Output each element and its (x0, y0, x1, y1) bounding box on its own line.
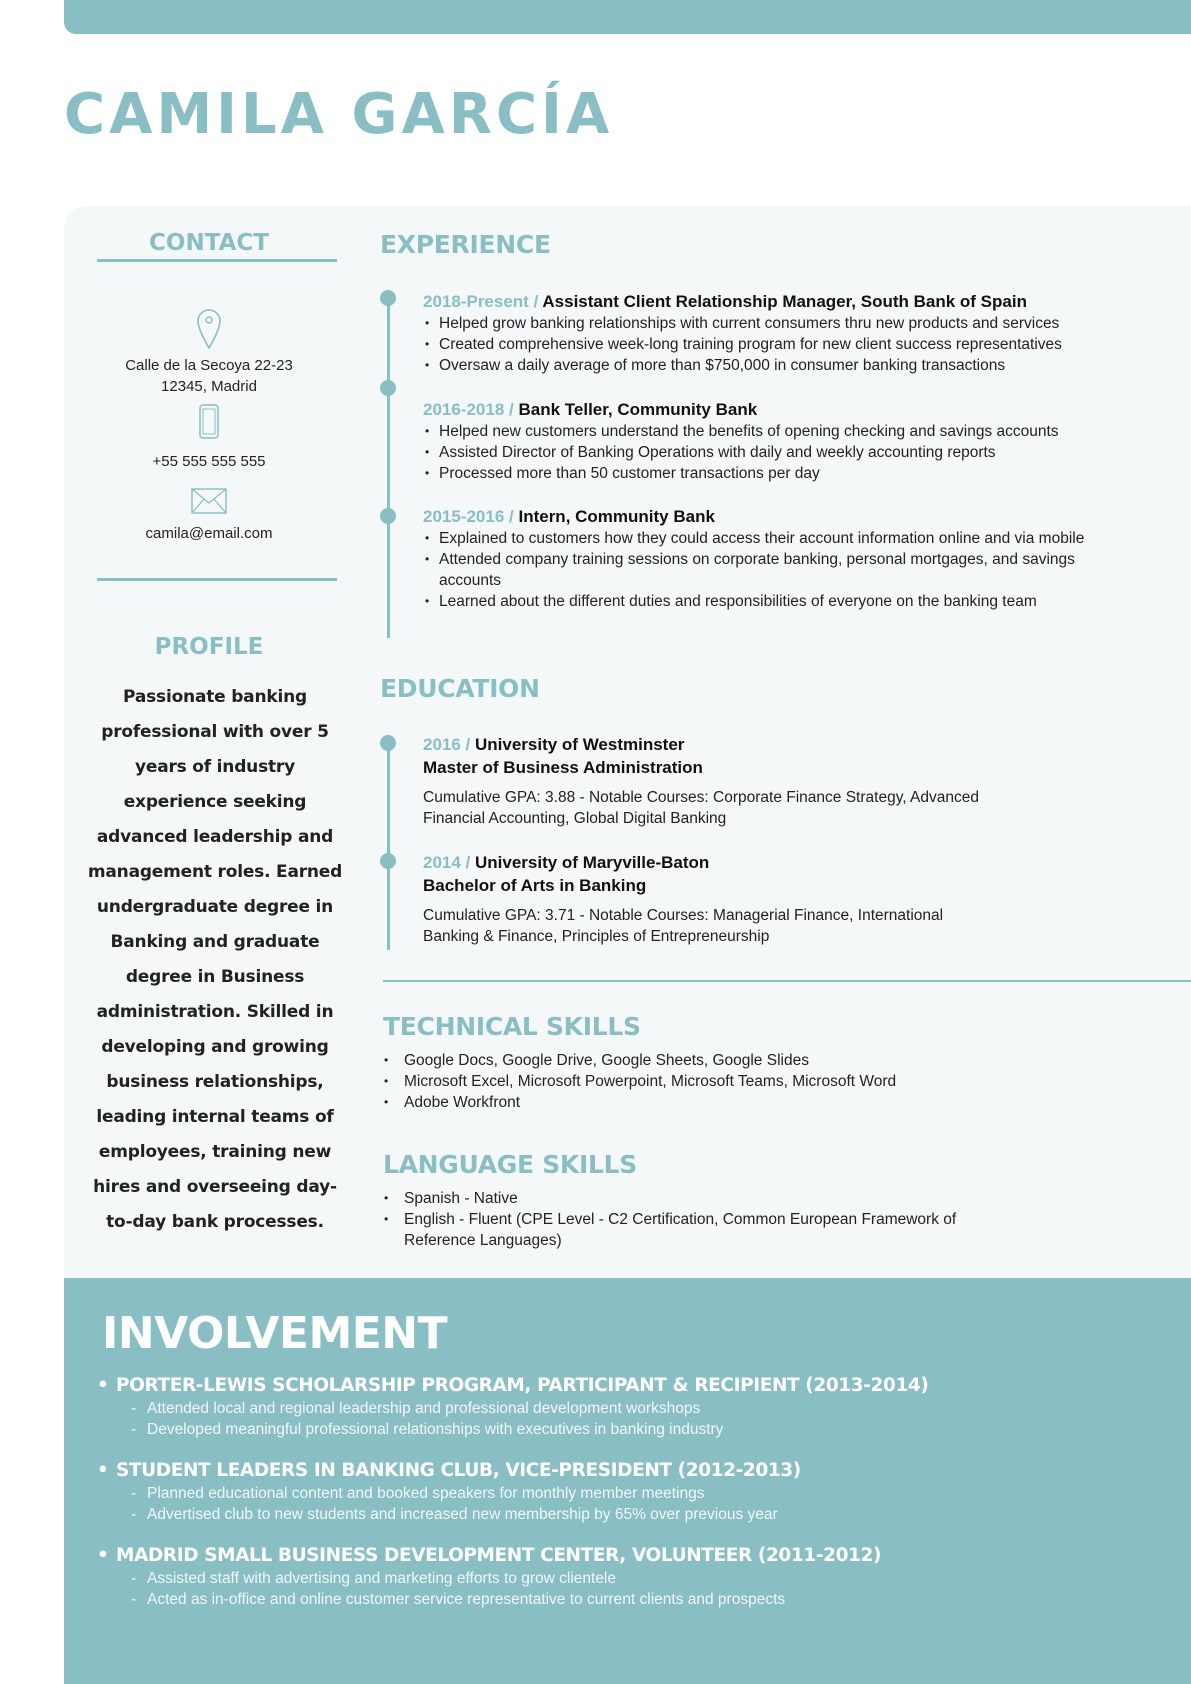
involvement-title: • PORTER-LEWIS SCHOLARSHIP PROGRAM, PARTICIPANT & RECIPIENT (2013-2014) (96, 1374, 1096, 1398)
involvement-bullet: - Assisted staff with advertising and marketing efforts to grow clientele (131, 1568, 1096, 1589)
education-entry (423, 852, 1003, 947)
bullet: • Assisted Director of Banking Operations with daily and weekly accounting reports (423, 442, 1183, 463)
involvement-item (96, 1459, 1096, 1525)
degree: Master of Business Administration (423, 758, 703, 777)
bullet: • Processed more than 50 customer transactions per day (423, 463, 1183, 484)
language-item: • English - Fluent (CPE Level - C2 Certification, Common European Framework of Reference Languages) (383, 1209, 1013, 1251)
contact-top-divider (97, 259, 337, 262)
involvement-title: • STUDENT LEADERS IN BANKING CLUB, VICE-PRESIDENT (2012-2013) (96, 1459, 1096, 1483)
entry-role: Assistant Client Relationship Manager, South Bank of Spain (542, 292, 1027, 311)
phone-icon (64, 404, 354, 445)
involvement-item (96, 1374, 1096, 1440)
entry-date: 2016-2018 / (423, 400, 519, 419)
skill-item: • Google Docs, Google Drive, Google Sheets, Google Slides (383, 1050, 1083, 1071)
address-line-2: 12345, Madrid (161, 378, 257, 395)
language-skills-heading: LANGUAGE SKILLS (383, 1150, 637, 1179)
entry-date: 2015-2016 / (423, 507, 519, 526)
bullet: • Helped new customers understand the benefits of opening checking and savings accounts (423, 421, 1183, 442)
involvement-item (96, 1544, 1096, 1610)
address-line-1: Calle de la Secoya 22-23 (125, 357, 293, 374)
involvement-bullet: - Planned educational content and booked speakers for monthly member meetings (131, 1483, 1096, 1504)
education-timeline (387, 746, 390, 950)
involvement-bullet: - Attended local and regional leadership and professional development workshops (131, 1398, 1096, 1419)
language-skills-list (383, 1188, 1013, 1251)
entry-role: Bank Teller, Community Bank (518, 400, 758, 419)
education-heading: EDUCATION (380, 674, 540, 703)
involvement-section (64, 1278, 1191, 1684)
envelope-icon (64, 488, 354, 519)
contact-block (64, 306, 354, 544)
technical-skills-heading: TECHNICAL SKILLS (383, 1012, 641, 1041)
phone-number[interactable]: +55 555 555 555 (152, 453, 266, 470)
skill-item: • Microsoft Excel, Microsoft Powerpoint, Microsoft Teams, Microsoft Word (383, 1071, 1083, 1092)
bullet: • Attended company training sessions on corporate banking, personal mortgages, and savings accounts (423, 549, 1123, 591)
bullet: • Created comprehensive week-long training program for new client success representatives (423, 334, 1183, 355)
timeline-dot (380, 290, 396, 306)
bullet: • Explained to customers how they could access their account information online and via mobile (423, 528, 1123, 549)
experience-heading: EXPERIENCE (380, 230, 551, 259)
experience-entry (423, 291, 1183, 376)
profile-summary: Passionate banking professional with over 5 years of industry experience seeking advanced leadership and management roles. Earned undergraduate degree in Banking and graduate degree in Business administration. Skilled in developing and growing business relationships, leading internal teams of employees, training new hires and overseeing day-to-day bank processes. (87, 687, 343, 1232)
profile-heading: PROFILE (154, 634, 264, 660)
language-item: • Spanish - Native (383, 1188, 1013, 1209)
location-pin-icon (64, 306, 354, 355)
technical-skills-list (383, 1050, 1083, 1113)
contact-bottom-divider (97, 578, 337, 581)
school-name: University of Maryville-Baton (475, 853, 710, 872)
experience-timeline (387, 296, 390, 638)
bullet: • Oversaw a daily average of more than $750,000 in consumer banking transactions (423, 355, 1183, 376)
involvement-bullet: - Developed meaningful professional relationships with executives in banking industry (131, 1419, 1096, 1440)
involvement-title: • MADRID SMALL BUSINESS DEVELOPMENT CENTER, VOLUNTEER (2011-2012) (96, 1544, 1096, 1568)
education-entry (423, 734, 983, 829)
bullet: • Learned about the different duties and responsibilities of everyone on the banking team (423, 591, 1123, 612)
involvement-bullet: - Acted as in-office and online customer service representative to current clients and prospects (131, 1589, 1096, 1610)
skill-item: • Adobe Workfront (383, 1092, 1083, 1113)
entry-role: Intern, Community Bank (518, 507, 715, 526)
involvement-heading: INVOLVEMENT (102, 1308, 448, 1359)
school-name: University of Westminster (475, 735, 685, 754)
education-details: Cumulative GPA: 3.71 - Notable Courses: Managerial Finance, International Banking & Finance, Principles of Entrepreneurship (423, 907, 944, 945)
top-accent-bar (64, 0, 1191, 34)
entry-date: 2018-Present / (423, 292, 543, 311)
bullet: • Helped grow banking relationships with current consumers thru new products and services (423, 313, 1183, 334)
education-details: Cumulative GPA: 3.88 - Notable Courses: Corporate Finance Strategy, Advanced Financial Accounting, Global Digital Banking (423, 789, 979, 827)
experience-entry (423, 399, 1183, 484)
experience-entry (423, 506, 1123, 612)
timeline-dot (380, 380, 396, 396)
degree: Bachelor of Arts in Banking (423, 876, 647, 895)
section-divider (383, 980, 1191, 982)
entry-date: 2014 / (423, 853, 475, 872)
timeline-dot (380, 735, 396, 751)
timeline-dot (380, 508, 396, 524)
email-address[interactable]: camila@email.com (145, 525, 273, 542)
involvement-bullet: - Advertised club to new students and increased new membership by 65% over previous year (131, 1504, 1096, 1525)
timeline-dot (380, 853, 396, 869)
entry-date: 2016 / (423, 735, 475, 754)
contact-heading: CONTACT (149, 230, 269, 256)
candidate-name: CAMILA GARCÍA (64, 82, 614, 147)
